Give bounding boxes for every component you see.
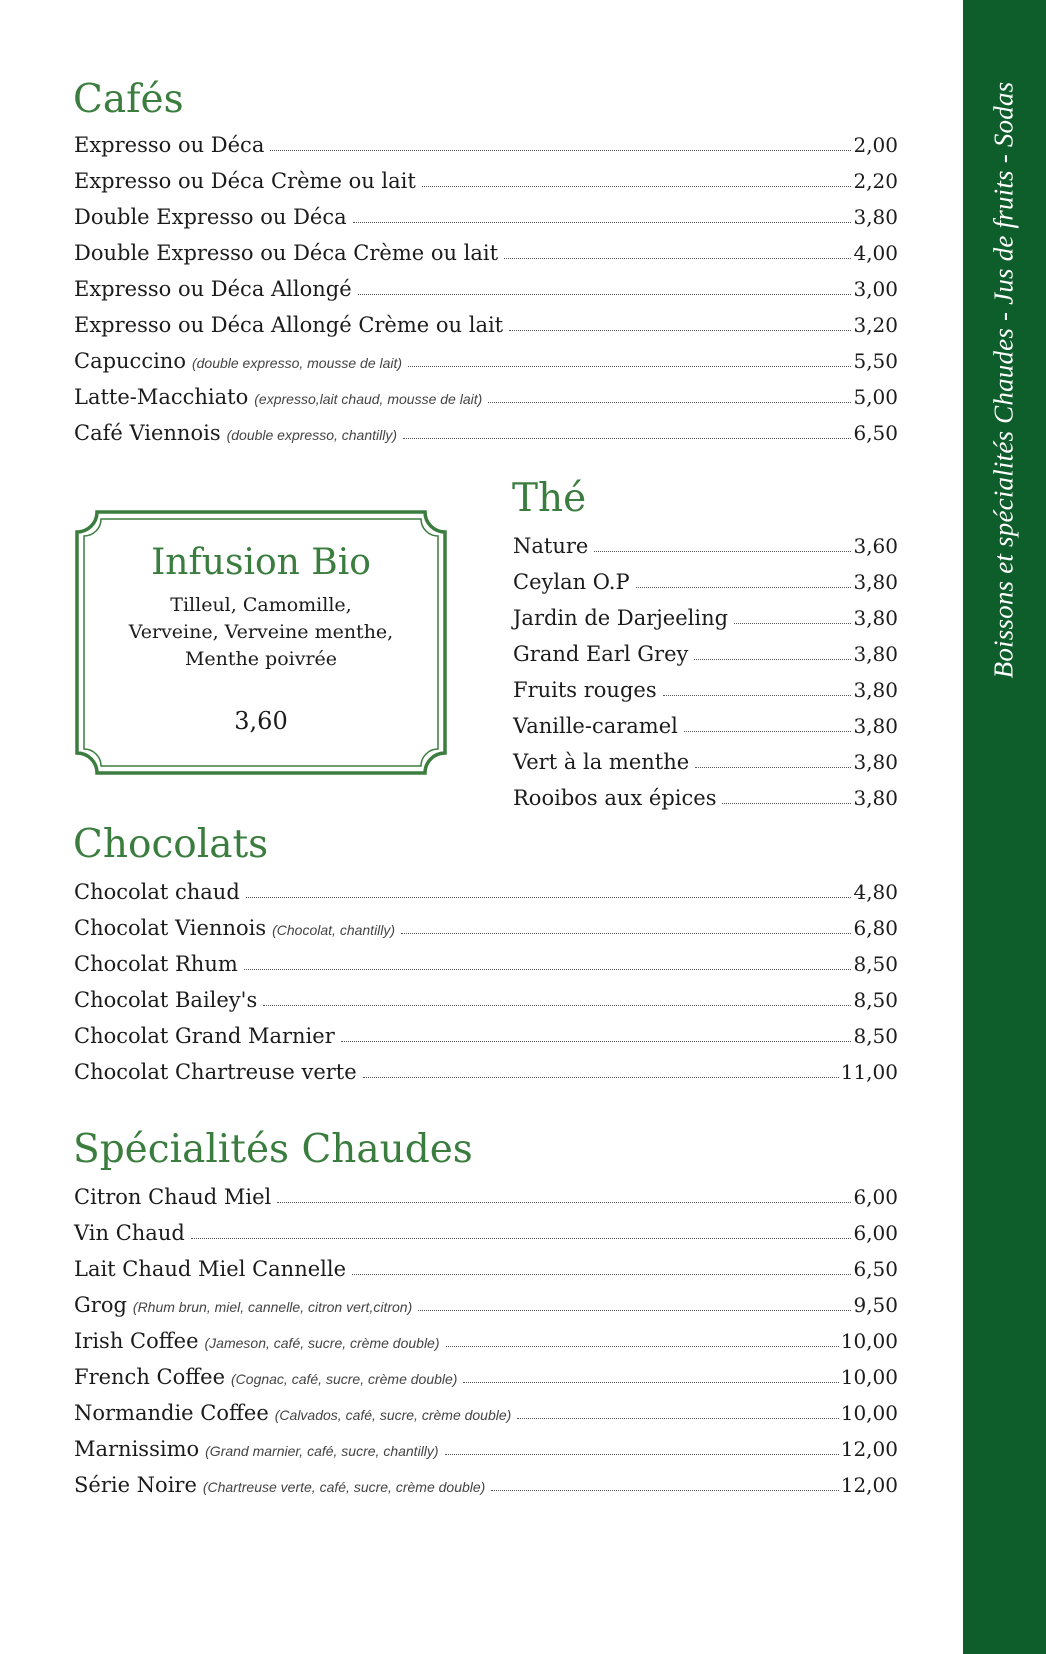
- item-price: 2,00: [853, 133, 898, 157]
- item-name: Chocolat Viennois: [74, 916, 267, 940]
- item-name: Vert à la menthe: [513, 750, 690, 774]
- leader-dots: [191, 1238, 852, 1239]
- menu-item: [74, 1221, 898, 1257]
- leader-dots: [491, 1490, 838, 1491]
- item-description: (Rhum brun, miel, cannelle, citron vert,citron): [132, 1299, 413, 1315]
- leader-dots: [509, 330, 851, 331]
- leader-dots: [636, 587, 852, 588]
- section-title-cafes: Cafés: [73, 77, 184, 122]
- item-name: Latte-Macchiato: [74, 385, 249, 409]
- item-price: 11,00: [840, 1060, 898, 1084]
- item-price: 6,00: [853, 1185, 898, 1209]
- leader-dots: [341, 1041, 852, 1042]
- leader-dots: [277, 1202, 851, 1203]
- leader-dots: [353, 222, 852, 223]
- item-price: 6,50: [853, 1257, 898, 1281]
- menu-item: [74, 1437, 898, 1473]
- leader-dots: [446, 1346, 839, 1347]
- item-name: Marnissimo: [74, 1437, 200, 1461]
- menu-item: [513, 750, 898, 786]
- menu-item: [74, 1293, 898, 1329]
- item-name: Nature: [513, 534, 589, 558]
- infusion-line: Menthe poivrée: [184, 648, 338, 670]
- item-name: Expresso ou Déca Crème ou lait: [74, 169, 416, 193]
- chocolats-list: [74, 880, 898, 1096]
- item-name: Série Noire: [74, 1473, 197, 1497]
- leader-dots: [263, 1005, 851, 1006]
- item-name: Jardin de Darjeeling: [513, 606, 729, 630]
- item-price: 8,50: [853, 988, 898, 1012]
- side-banner-text: Boissons et spécialités Chaudes - Jus de fruits - Sodas: [988, 81, 1019, 679]
- item-description: (double expresso, chantilly): [226, 427, 398, 443]
- menu-item: [513, 786, 898, 822]
- item-name: Chocolat chaud: [74, 880, 240, 904]
- menu-item: [74, 169, 898, 205]
- leader-dots: [363, 1077, 839, 1078]
- leader-dots: [663, 695, 852, 696]
- menu-item: [513, 570, 898, 606]
- item-price: 10,00: [840, 1401, 898, 1425]
- infusion-line: Tilleul, Camomille,: [170, 594, 352, 616]
- menu-item: [74, 241, 898, 277]
- menu-item: [74, 1401, 898, 1437]
- menu-item: [74, 133, 898, 169]
- item-price: 6,50: [853, 421, 898, 445]
- item-price: 5,50: [853, 349, 898, 373]
- leader-dots: [270, 150, 851, 151]
- leader-dots: [694, 659, 851, 660]
- leader-dots: [734, 623, 851, 624]
- leader-dots: [418, 1310, 851, 1311]
- item-name: Citron Chaud Miel: [74, 1185, 272, 1209]
- item-description: (Cognac, café, sucre, crème double): [231, 1371, 458, 1387]
- item-description: (expresso,lait chaud, mousse de lait): [254, 391, 483, 407]
- menu-item: [74, 277, 898, 313]
- item-price: 4,80: [853, 880, 898, 904]
- section-title-specialites: Spécialités Chaudes: [73, 1127, 473, 1172]
- item-name: Normandie Coffee: [74, 1401, 269, 1425]
- leader-dots: [504, 258, 851, 259]
- menu-item: [513, 534, 898, 570]
- menu-item: [513, 714, 898, 750]
- menu-item: [513, 606, 898, 642]
- menu-item: [513, 678, 898, 714]
- item-name: Ceylan O.P: [513, 570, 630, 594]
- item-name: Capuccino: [74, 349, 186, 373]
- item-price: 3,80: [853, 714, 898, 738]
- item-description: (Chocolat, chantilly): [272, 922, 396, 938]
- leader-dots: [408, 366, 851, 367]
- item-price: 3,80: [853, 750, 898, 774]
- menu-item: [74, 1365, 898, 1401]
- item-price: 10,00: [840, 1329, 898, 1353]
- menu-item: [74, 385, 898, 421]
- item-price: 12,00: [840, 1437, 898, 1461]
- item-description: (Chartreuse verte, café, sucre, crème double): [202, 1479, 486, 1495]
- leader-dots: [517, 1418, 838, 1419]
- leader-dots: [463, 1382, 838, 1383]
- item-price: 3,60: [853, 534, 898, 558]
- leader-dots: [488, 402, 851, 403]
- item-name: Expresso ou Déca: [74, 133, 265, 157]
- specialites-list: [74, 1185, 898, 1509]
- leader-dots: [684, 731, 852, 732]
- item-price: 8,50: [853, 1024, 898, 1048]
- menu-item: [74, 349, 898, 385]
- leader-dots: [246, 897, 852, 898]
- menu-item: [74, 1329, 898, 1365]
- infusion-title: Infusion Bio: [151, 542, 371, 583]
- section-title-the: Thé: [512, 476, 587, 521]
- menu-item: [74, 1060, 898, 1096]
- item-name: Expresso ou Déca Allongé Crème ou lait: [74, 313, 504, 337]
- section-title-chocolats: Chocolats: [73, 822, 269, 867]
- item-name: French Coffee: [74, 1365, 226, 1389]
- menu-item: [74, 880, 898, 916]
- infusion-price: 3,60: [234, 707, 288, 735]
- infusion-box: [75, 510, 447, 775]
- menu-item: [74, 988, 898, 1024]
- item-name: Chocolat Rhum: [74, 952, 238, 976]
- menu-item: [513, 642, 898, 678]
- leader-dots: [244, 969, 852, 970]
- infusion-line: Verveine, Verveine menthe,: [128, 621, 394, 643]
- item-price: 2,20: [853, 169, 898, 193]
- item-price: 3,20: [853, 313, 898, 337]
- item-name: Lait Chaud Miel Cannelle: [74, 1257, 347, 1281]
- item-name: Grand Earl Grey: [513, 642, 689, 666]
- leader-dots: [358, 294, 852, 295]
- item-name: Chocolat Bailey's: [74, 988, 258, 1012]
- menu-item: [74, 1473, 898, 1509]
- menu-item: [74, 1185, 898, 1221]
- item-description: (Jameson, café, sucre, crème double): [204, 1335, 440, 1351]
- item-price: 3,80: [853, 786, 898, 810]
- item-name: Irish Coffee: [74, 1329, 199, 1353]
- item-price: 3,80: [853, 642, 898, 666]
- item-price: 3,80: [853, 570, 898, 594]
- item-price: 3,80: [853, 606, 898, 630]
- item-name: Vin Chaud: [74, 1221, 185, 1245]
- leader-dots: [722, 803, 851, 804]
- item-name: Vanille-caramel: [513, 714, 678, 738]
- menu-item: [74, 1024, 898, 1060]
- menu-item: [74, 205, 898, 241]
- item-name: Chocolat Grand Marnier: [74, 1024, 335, 1048]
- item-price: 3,00: [853, 277, 898, 301]
- item-price: 5,00: [853, 385, 898, 409]
- item-price: 6,00: [853, 1221, 898, 1245]
- item-price: 12,00: [840, 1473, 898, 1497]
- leader-dots: [594, 551, 851, 552]
- item-name: Rooibos aux épices: [513, 786, 717, 810]
- item-description: (double expresso, mousse de lait): [191, 355, 403, 371]
- item-price: 6,80: [853, 916, 898, 940]
- cafes-list: [74, 133, 898, 457]
- item-price: 8,50: [853, 952, 898, 976]
- menu-item: [74, 1257, 898, 1293]
- item-name: Double Expresso ou Déca: [74, 205, 347, 229]
- item-price: 3,80: [853, 205, 898, 229]
- the-list: [513, 534, 898, 822]
- item-name: Grog: [74, 1293, 127, 1317]
- item-name: Chocolat Chartreuse verte: [74, 1060, 357, 1084]
- menu-item: [74, 421, 898, 457]
- leader-dots: [695, 767, 851, 768]
- leader-dots: [401, 933, 851, 934]
- leader-dots: [403, 438, 851, 439]
- menu-item: [74, 952, 898, 988]
- menu-item: [74, 916, 898, 952]
- item-description: (Grand marnier, café, sucre, chantilly): [205, 1443, 439, 1459]
- item-price: 10,00: [840, 1365, 898, 1389]
- menu-item: [74, 313, 898, 349]
- item-description: (Calvados, café, sucre, crème double): [274, 1407, 512, 1423]
- item-name: Expresso ou Déca Allongé: [74, 277, 352, 301]
- leader-dots: [422, 186, 852, 187]
- item-price: 3,80: [853, 678, 898, 702]
- item-name: Double Expresso ou Déca Crème ou lait: [74, 241, 499, 265]
- item-name: Café Viennois: [74, 421, 221, 445]
- leader-dots: [445, 1454, 839, 1455]
- leader-dots: [352, 1274, 851, 1275]
- item-price: 9,50: [853, 1293, 898, 1317]
- item-name: Fruits rouges: [513, 678, 657, 702]
- item-price: 4,00: [853, 241, 898, 265]
